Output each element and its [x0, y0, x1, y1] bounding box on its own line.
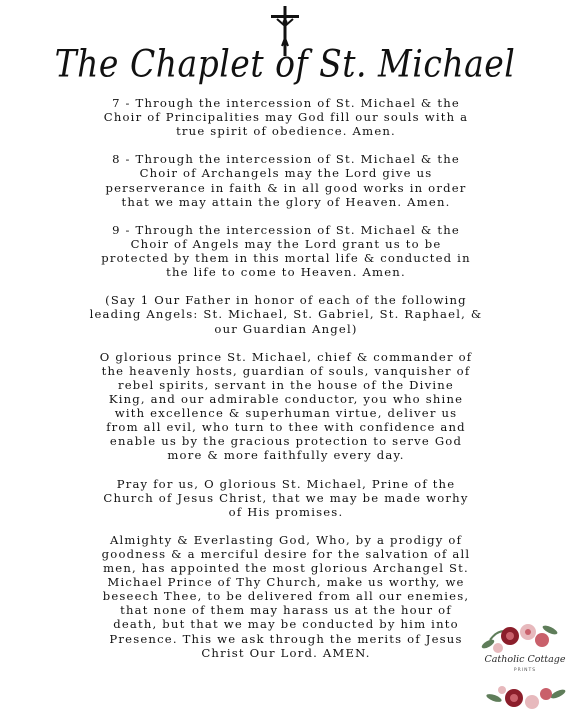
text-line: true spirit of obedience. Amen. — [176, 124, 396, 139]
text-line: King, and our admirable conductor, you who shine — [108, 391, 464, 406]
text-line: from all evil, who turn to thee with confidence and — [106, 420, 466, 435]
text-line: of His promises. — [228, 504, 344, 519]
page-title: The Chaplet of St. Michael — [54, 41, 516, 86]
text-line: that we may attain the glory of Heaven. Amen. — [121, 194, 451, 209]
paragraph-9 — [36, 223, 536, 279]
text-line: that none of them may harass us at the hour of — [120, 603, 452, 618]
text-line: goodness & a merciful desire for the salvation of all — [101, 547, 471, 561]
text-line: Almighty & Everlasting God, Who, by a prodigy of — [109, 532, 463, 547]
text-line: men, has appointed the most glorious Archangel St. — [103, 561, 469, 576]
text-line: the life to come to Heaven. Amen. — [166, 265, 406, 280]
text-line: with excellence & superhuman virtue, deliver us — [114, 406, 458, 421]
paragraph-8 — [36, 152, 536, 208]
text-line: Michael Prince of Thy Church, make us worthy, we — [107, 575, 465, 590]
text-line: death, but that we may be conducted by him into — [113, 617, 459, 632]
text-line: Choir of Angels may the Lord grant us to be — [130, 236, 442, 251]
text-line: Choir of Principalities may God fill our souls with a — [103, 110, 469, 125]
text-line: (Say 1 Our Father in honor of each of the following — [105, 293, 467, 308]
text-line: protected by them in this mortal life & conducted in — [101, 251, 471, 266]
text-line: 8 - Through the intercession of St. Michael & the — [112, 152, 460, 167]
prayer-body — [36, 96, 536, 674]
text-line: Choir of Archangels may the Lord give us — [139, 166, 433, 181]
text-line: leading Angels: St. Michael, St. Gabriel, St. Raphael, & — [89, 307, 483, 322]
text-line: perserverance in faith & in all good works in order — [105, 180, 467, 195]
text-line: Presence. This we ask through the merits of Jesus — [109, 631, 463, 646]
text-line: rebel spirits, servant in the house of the Divine — [118, 377, 454, 392]
text-line: Church of Jesus Christ, that we may be made worhy — [103, 490, 469, 505]
text-line: 7 - Through the intercession of St. Michael & the — [112, 96, 460, 110]
text-line: our Guardian Angel) — [214, 321, 358, 336]
paragraph-instruction — [36, 293, 536, 335]
text-line: Pray for us, O glorious St. Michael, Prine of the — [116, 476, 456, 491]
text-line: 9 - Through the intercession of St. Michael & the — [112, 222, 460, 237]
text-line: O glorious prince St. Michael, chief & commander of — [99, 349, 473, 364]
text-line: more & more faithfully every day. — [167, 448, 405, 463]
paragraph-7 — [36, 96, 536, 138]
paragraph-almighty — [36, 533, 536, 660]
text-line: beseech Thee, to be delivered from all our enemies, — [102, 589, 470, 604]
text-line: the heavenly hosts, guardian of souls, vanquisher of — [101, 363, 471, 378]
floral-badge-icon — [480, 620, 570, 711]
paragraph-pray-for-us — [36, 477, 536, 519]
badge-subtitle: PRINTS — [513, 668, 537, 673]
text-line: enable us by the gracious protection to serve God — [109, 434, 463, 449]
badge-label: Catholic Cottage — [484, 654, 566, 665]
text-line: Christ Our Lord. AMEN. — [201, 645, 371, 660]
paragraph-glorious-prince — [36, 350, 536, 463]
